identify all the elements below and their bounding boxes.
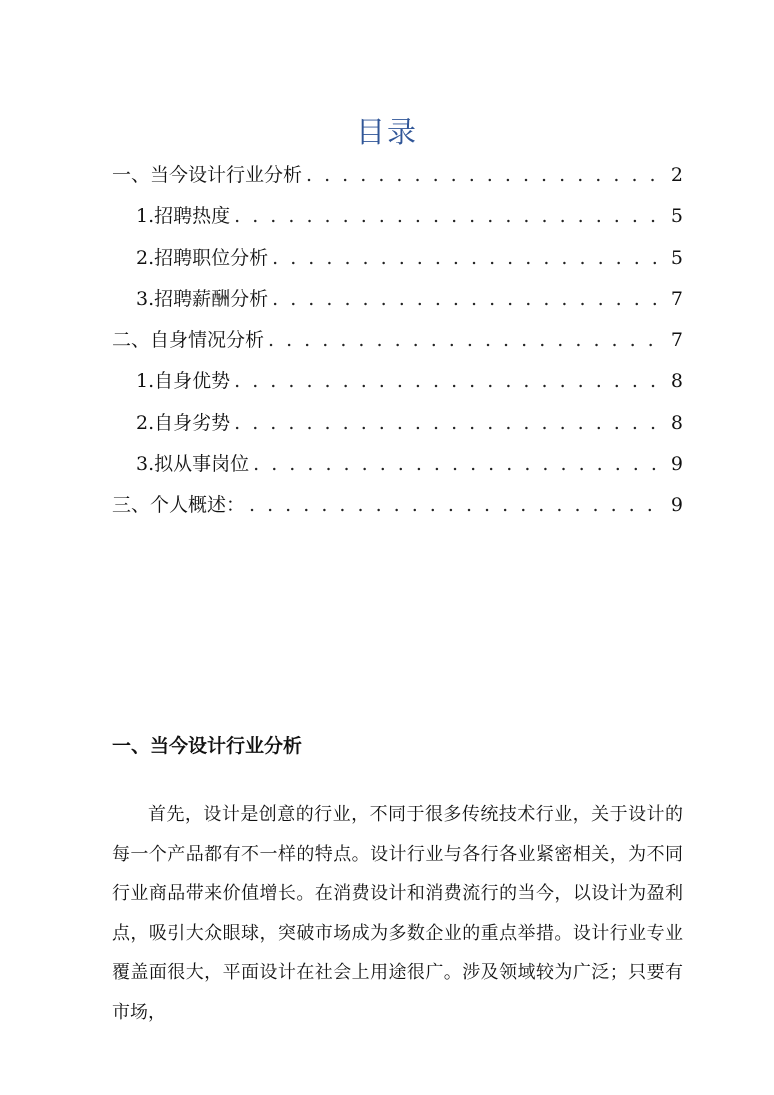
toc-entry[interactable]	[112, 279, 683, 320]
toc-entry-label: 1.招聘热度	[136, 205, 231, 228]
toc-entry-page: 5	[670, 205, 683, 228]
toc-dot-leader	[306, 155, 665, 196]
toc-entry[interactable]	[112, 238, 683, 279]
section-heading: 一、当今设计行业分析	[112, 735, 303, 757]
toc-entry-label: 一、当今设计行业分析	[112, 164, 303, 186]
toc-dot-leader	[268, 320, 665, 361]
toc-entry[interactable]	[112, 196, 683, 237]
toc-entry-page: 9	[670, 453, 683, 476]
toc-dot-leader	[249, 485, 665, 526]
toc-entry[interactable]	[112, 361, 683, 402]
toc-entry-label: 1.自身优势	[136, 370, 231, 393]
toc-entry-label: 三、个人概述：	[112, 494, 246, 517]
toc-entry-page: 8	[670, 370, 683, 393]
toc-entry-label: 2.招聘职位分析	[136, 246, 269, 269]
toc-entry-page: 7	[670, 287, 683, 310]
toc-dot-leader	[234, 403, 665, 444]
toc-entry-page: 2	[670, 164, 683, 186]
toc-entry-label: 3.拟从事岗位	[136, 453, 250, 476]
toc-entry-page: 9	[670, 494, 683, 517]
toc-dot-leader	[234, 361, 665, 402]
body-paragraph: 首先，设计是创意的行业，不同于很多传统技术行业，关于设计的每一个产品都有不一样的特点。设计行业与各行各业紧密相关，为不同行业商品带来价值增长。在消费设计和消费流行的当今，以设计为盈利点，吸引大众眼球，突破市场成为多数企业的重点举措。设计行业专业覆盖面很大，平面设计在社会上用途很广。涉及领域较为广泛；只要有市场，	[112, 804, 683, 1023]
toc-dot-leader	[234, 196, 665, 237]
toc-entry-page: 8	[670, 411, 683, 434]
toc-entry-page: 7	[670, 329, 683, 352]
table-of-contents	[112, 155, 683, 527]
toc-entry[interactable]	[112, 403, 683, 444]
toc-entry[interactable]	[112, 320, 683, 361]
toc-dot-leader	[272, 279, 665, 320]
toc-title: 目录	[355, 115, 418, 149]
toc-entry-label: 3.招聘薪酬分析	[136, 287, 269, 310]
toc-entry[interactable]	[112, 155, 683, 196]
toc-entry-page: 5	[670, 246, 683, 269]
toc-entry-label: 2.自身劣势	[136, 411, 231, 434]
toc-dot-leader	[253, 444, 665, 485]
toc-entry[interactable]	[112, 485, 683, 526]
toc-entry[interactable]	[112, 444, 683, 485]
toc-dot-leader	[272, 238, 665, 279]
toc-entry-label: 二、自身情况分析	[112, 329, 265, 352]
